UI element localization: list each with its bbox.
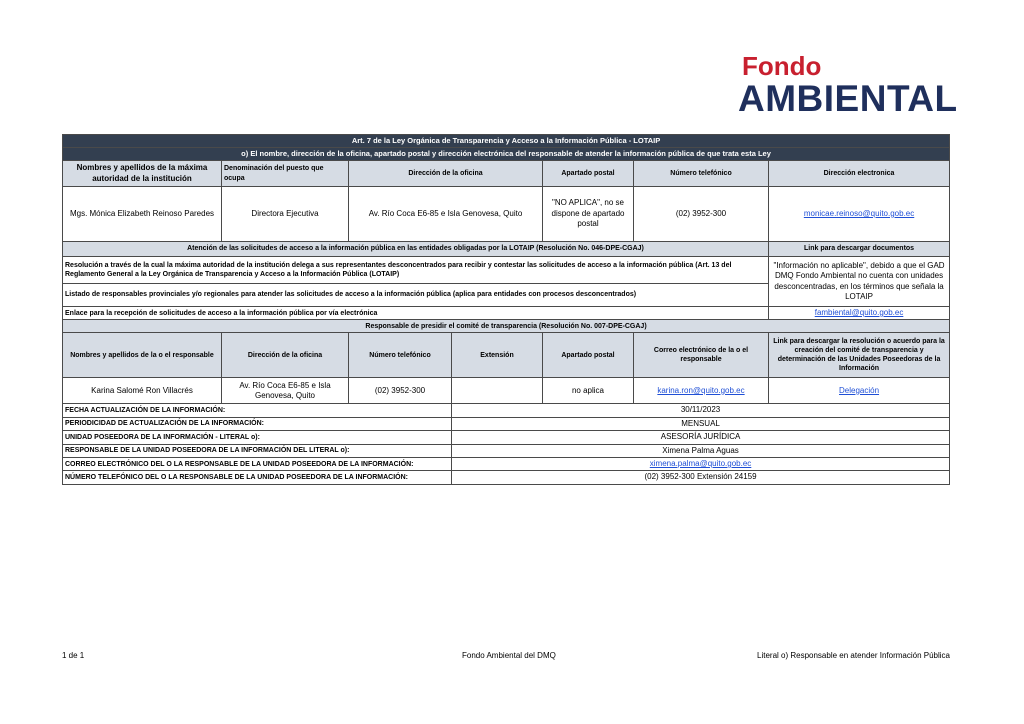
electronic-requests-row: Enlace para la recepción de solicitudes de acceso a la información pública por vía electrónica	[63, 307, 769, 320]
download-link-header: Link para descargar documentos	[769, 242, 950, 257]
footer-right-text: Literal o) Responsable en atender Información Pública	[757, 651, 951, 660]
summary-label-phone: NÚMERO TELEFÓNICO DEL O LA RESPONSABLE DE LA UNIDAD POSEEDORA DE LA INFORMACIÓN:	[63, 471, 452, 484]
committee-address: Av. Río Coca E6-85 e Isla Genovesa, Quito	[222, 378, 349, 404]
authority-address: Av. Río Coca E6-85 e Isla Genovesa, Quito	[349, 187, 543, 242]
logo-text-ambiental: AMBIENTAL	[738, 78, 958, 119]
summary-label-email: CORREO ELECTRÓNICO DEL O LA RESPONSABLE DE LA UNIDAD POSEEDORA DE LA INFORMACIÓN:	[63, 457, 452, 470]
not-applicable-note: "Información no aplicable", debido a que el GAD DMQ Fondo Ambiental no cuenta con unidades desconcentradas, en los términos que señala la LOTAIP	[769, 257, 950, 307]
title-article: Art. 7 de la Ley Orgánica de Transparencia y Acceso a la Información Pública - LOTAIP	[63, 135, 950, 148]
header-position: Denominación del puesto que ocupa	[222, 161, 349, 187]
header-committee-extension: Extensión	[452, 333, 543, 378]
summary-label-unit: UNIDAD POSEEDORA DE LA INFORMACIÓN - LITERAL o):	[63, 431, 452, 444]
authority-postal: "NO APLICA", no se dispone de apartado postal	[543, 187, 634, 242]
header-committee-name: Nombres y apellidos de la o el responsable	[63, 333, 222, 378]
committee-header: Responsable de presidir el comité de transparencia (Resolución No. 007-DPE-CGAJ)	[63, 320, 950, 333]
authority-email-link[interactable]: monicae.reinoso@quito.gob.ec	[803, 208, 915, 218]
summary-value-phone: (02) 3952-300 Extensión 24159	[452, 471, 950, 484]
committee-postal: no aplica	[543, 378, 634, 404]
summary-value-periodicity: MENSUAL	[452, 417, 950, 430]
summary-label-periodicity: PERIODICIDAD DE ACTUALIZACIÓN DE LA INFORMACIÓN:	[63, 417, 452, 430]
provincial-responsibles-row: Listado de responsables provinciales y/o regionales para atender las solicitudes de acceso a la información pública (aplica para entidades con procesos desconcentrados)	[63, 284, 769, 307]
summary-email-link[interactable]: ximena.palma@quito.gob.ec	[649, 458, 752, 468]
header-phone: Número telefónico	[634, 161, 769, 187]
committee-phone: (02) 3952-300	[349, 378, 452, 404]
summary-value-responsible: Ximena Palma Aguas	[452, 444, 950, 457]
fondo-ambiental-logo	[738, 52, 958, 118]
logo-text-fondo: Fondo	[742, 51, 822, 81]
header-authority-name: Nombres y apellidos de la máxima autoridad de la institución	[63, 161, 222, 187]
delegation-resolution-row: Resolución a través de la cual la máxima autoridad de la institución delega a sus representantes desconcentrados para recibir y contestar las solicitudes de acceso a la información pública (Art. 13 del Reglamento General a la Ley Orgánica de Transparencia y Acceso a la Información Pública (LOTAIP)	[63, 257, 769, 284]
header-committee-link: Link para descargar la resolución o acuerdo para la creación del comité de transparencia y determinación de las Unidades Poseedoras de la Información	[769, 333, 950, 378]
footer-center-text: Fondo Ambiental del DMQ	[462, 651, 556, 660]
header-email: Dirección electronica	[769, 161, 950, 187]
summary-value-update-date: 30/11/2023	[452, 404, 950, 417]
footer-page-number: 1 de 1	[62, 651, 85, 660]
header-committee-phone: Número telefónico	[349, 333, 452, 378]
summary-value-unit: ASESORÍA JURÍDICA	[452, 431, 950, 444]
header-committee-address: Dirección de la oficina	[222, 333, 349, 378]
committee-name: Karina Salomé Ron Villacrés	[63, 378, 222, 404]
summary-label-update-date: FECHA ACTUALIZACIÓN DE LA INFORMACIÓN:	[63, 404, 452, 417]
header-committee-email: Correo electrónico de la o el responsable	[634, 333, 769, 378]
delegation-link[interactable]: Delegación	[839, 385, 880, 395]
committee-extension	[452, 378, 543, 404]
title-literal: o) El nombre, dirección de la oficina, apartado postal y dirección electrónica del responsable de atender la información pública de que trata esta Ley	[63, 148, 950, 161]
fambiental-email-link[interactable]: fambiental@quito.gob.ec	[814, 308, 904, 317]
authority-phone: (02) 3952-300	[634, 187, 769, 242]
authority-name: Mgs. Mónica Elizabeth Reinoso Paredes	[63, 187, 222, 242]
summary-label-responsible: RESPONSABLE DE LA UNIDAD POSEEDORA DE LA INFORMACIÓN DEL LITERAL o):	[63, 444, 452, 457]
header-postal-box: Apartado postal	[543, 161, 634, 187]
attention-header: Atención de las solicitudes de acceso a la información pública en las entidades obligadas por la LOTAIP (Resolución No. 046-DPE-CGAJ)	[63, 242, 769, 257]
header-office-address: Dirección de la oficina	[349, 161, 543, 187]
authority-position: Directora Ejecutiva	[222, 187, 349, 242]
committee-email-link[interactable]: karina.ron@quito.gob.ec	[657, 385, 745, 395]
lotaip-table	[62, 134, 950, 485]
header-committee-postal: Apartado postal	[543, 333, 634, 378]
